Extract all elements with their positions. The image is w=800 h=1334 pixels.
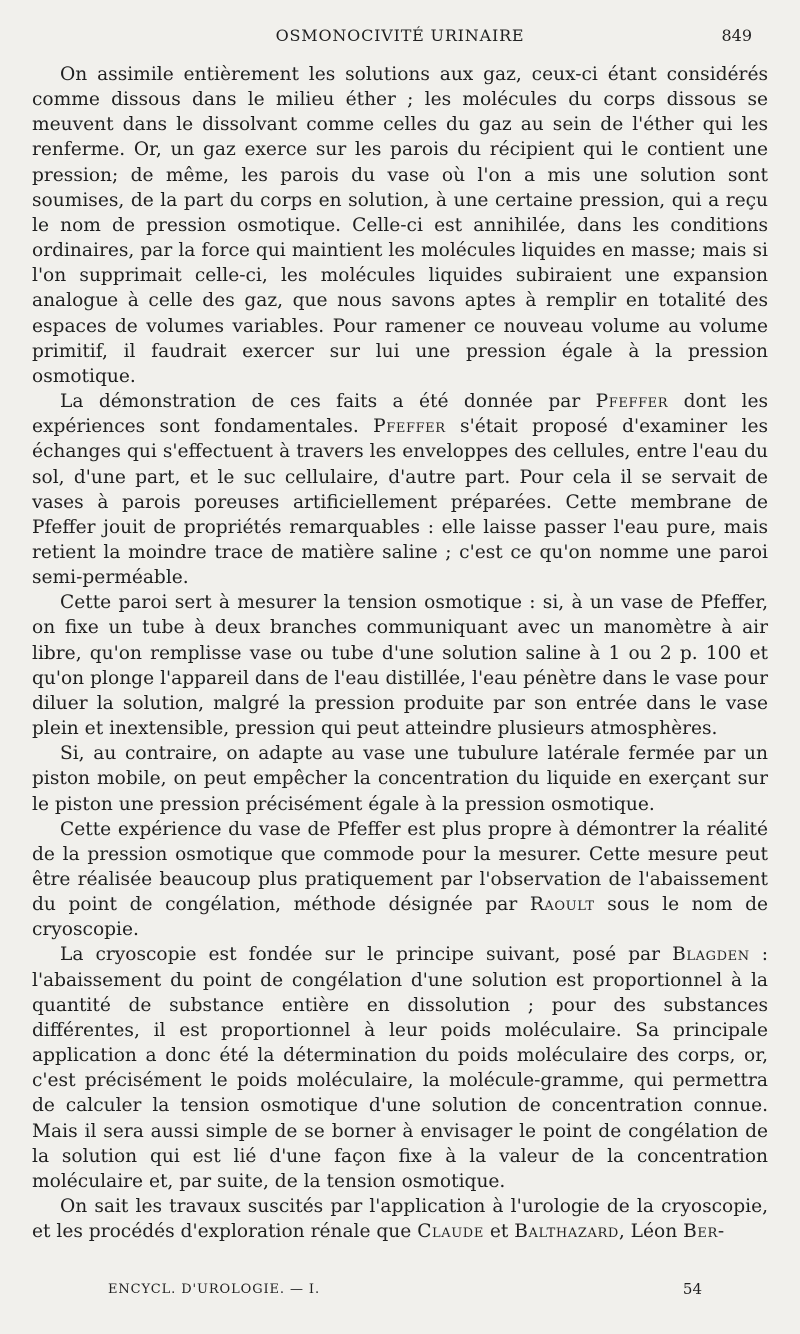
- running-title: OSMONOCIVITÉ URINAIRE: [275, 26, 525, 45]
- paragraph-6-text-a: La cryoscopie est fondée sur le principe suivant, posé par: [60, 944, 673, 966]
- paragraph-2: [32, 389, 768, 590]
- paragraph-7-text-a: On sait les travaux suscités par l'application à l'urologie de la cryoscopie, et les procédés d'exploration rénale que: [32, 1196, 768, 1243]
- paragraph-4: Si, au contraire, on adapte au vase une tubulure latérale fermée par un piston mobile, on peut empêcher la concentration du liquide en exerçant sur le piston une pression précisément égale à la pression osmotique.: [32, 743, 768, 815]
- author-name-pfeffer-2: Pfeffer: [373, 416, 446, 438]
- author-name-blagden: Blagden: [672, 944, 750, 966]
- gathering-signature: 54: [682, 1280, 702, 1298]
- page-footer: [32, 1282, 768, 1306]
- paragraph-2-text-c: s'était proposé d'examiner les échanges qui s'effectuent à travers les enveloppes des cellules, entre l'eau du sol, d'une part, et le suc cellulaire, d'autre part. Pour cela il se servait de vases à parois poreuses artificiellement préparées. Cette membrane de Pfeffer jouit de propriétés remarquables : elle laisse passer l'eau pure, mais retient la moindre trace de matière saline ; c'est ce qu'on nomme une paroi semi-perméable.: [32, 416, 768, 589]
- author-name-ber: Ber-: [683, 1221, 725, 1243]
- author-name-claude: Claude: [417, 1221, 484, 1243]
- paragraph-2-text-b: dont les expériences sont fondamentales.: [32, 391, 769, 438]
- paragraph-5-text-a: Cette expérience du vase de Pfeffer est plus propre à démontrer la réalité de la pression osmotique que commode pour la mesurer. Cette mesure peut être réalisée beaucoup plus pratiquement par l'observation de l'abaissement du point de congélation, méthode désignée par: [32, 818, 768, 916]
- paragraph-1: On assimile entièrement les solutions aux gaz, ceux-ci étant considérés comme dissous dans le milieu éther ; les molécules du corps dissous se meuvent dans le dissolvant comme celles du gaz au sein de l'éther qui les renferme. Or, un gaz exerce sur les parois du récipient qui le contient une pression; de même, les parois du vase où l'on a mis une solution sont soumises, de la part du corps en solution, à une certaine pression, qui a reçu le nom de pression osmotique. Celle-ci est annihilée, dans les conditions ordinaires, par la force qui maintient les molécules liquides en masse; mais si l'on supprimait celle-ci, les molécules liquides subiraient une expansion analogue à celle des gaz, que nous savons aptes à remplir en totalité des espaces de volumes variables. Pour ramener ce nouveau volume au volume primitif, il faudrait exercer sur lui une pression égale à la pression osmotique.: [32, 64, 768, 387]
- author-name-balthazard: Balthazard: [514, 1221, 619, 1243]
- page-header: [32, 26, 768, 50]
- paragraph-5: [32, 817, 768, 943]
- author-name-pfeffer: Pfeffer: [595, 391, 669, 413]
- paragraph-7-text-c: , Léon: [618, 1221, 684, 1243]
- paragraph-5-text-b: sous le nom de cryoscopie.: [32, 894, 768, 941]
- journal-signature: ENCYCL. D'UROLOGIE. — I.: [108, 1282, 320, 1297]
- paragraph-6-text-b: : l'abaissement du point de congélation d'une solution est proportionnel à la quantité de substance entière en dissolution ; pour des substances différentes, il est proportionnel à leur poids moléculaire. Sa principale application a donc été la détermination du poids moléculaire des corps, or, c'est précisément le poids moléculaire, la molécule-gramme, qui permettra de calculer la tension osmotique d'une solution de concentration connue. Mais il sera aussi simple de se borner à envisager le point de congélation de la solution qui est lié d'une façon fixe à la valeur de la concentration moléculaire et, par suite, de la tension osmotique.: [32, 944, 768, 1192]
- page-number: 849: [721, 26, 752, 45]
- body-text: [32, 62, 768, 1244]
- author-name-raoult: Raoult: [529, 894, 595, 916]
- paragraph-6: [32, 942, 768, 1194]
- paragraph-7-text-b: et: [483, 1221, 515, 1243]
- paragraph-7: [32, 1194, 768, 1244]
- paragraph-2-text-a: La démonstration de ces faits a été donnée par: [60, 391, 596, 413]
- paragraph-3: Cette paroi sert à mesurer la tension osmotique : si, à un vase de Pfeffer, on fixe un tube à deux branches communiquant avec un manomètre à air libre, qu'on remplisse vase ou tube d'une solution saline à 1 ou 2 p. 100 et qu'on plonge l'appareil dans de l'eau distillée, l'eau pénètre dans le vase pour diluer la solution, malgré la pression produite par son entrée dans le vase plein et inextensible, pression qui peut atteindre plusieurs atmosphères.: [32, 592, 768, 740]
